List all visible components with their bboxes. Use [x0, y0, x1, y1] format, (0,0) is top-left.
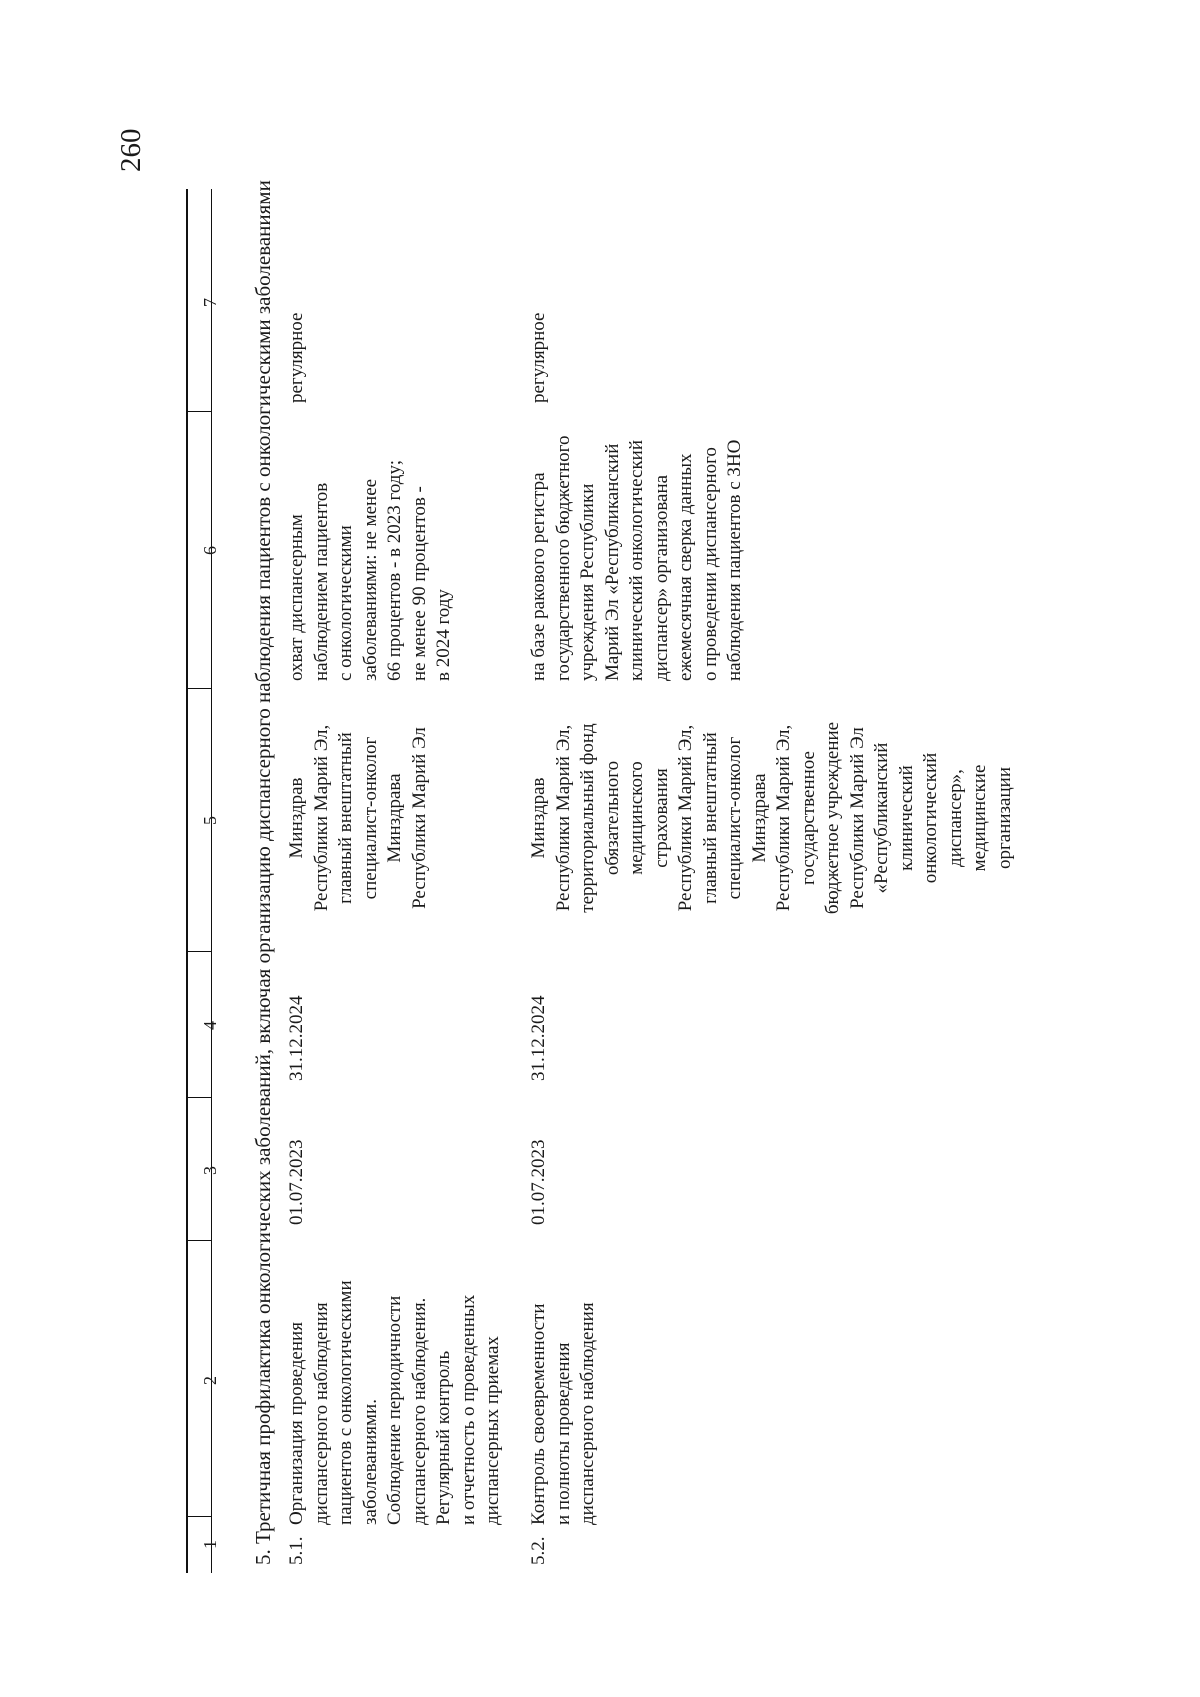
text-line: не менее 90 процентов - — [408, 486, 430, 681]
text-line: учреждения Республики — [577, 483, 598, 681]
text-line: клинический — [895, 765, 917, 871]
text-line: 66 процентов - в 2023 году; — [384, 460, 405, 681]
text-line: и отчетность о проведенных — [457, 1294, 479, 1525]
expected-result — [527, 424, 748, 681]
column-number-4: 4 — [200, 1021, 220, 1030]
text-line: диспансерных приемах — [482, 1336, 503, 1525]
col-divider — [186, 1240, 212, 1241]
text-line: Республики Марий Эл — [408, 727, 430, 909]
text-line: диспансерного наблюдения. — [408, 1297, 430, 1525]
column-number-3: 3 — [200, 1166, 220, 1175]
text-line: заболеваниями. — [359, 1399, 381, 1525]
responsible-executors — [285, 694, 432, 942]
text-line: государственного бюджетного — [552, 435, 574, 681]
text-line: территориальный фонд — [577, 723, 598, 913]
column-number-7: 7 — [200, 298, 220, 307]
page-number: 260 — [115, 128, 147, 172]
text-line: пациентов с онкологическими — [335, 1280, 356, 1525]
text-line: Минздрав — [528, 777, 549, 859]
measure-name — [285, 1267, 506, 1525]
text-line: Республики Марий Эл — [846, 727, 868, 909]
col-divider — [186, 951, 212, 952]
text-line: ежемесячная сверка данных — [675, 453, 696, 681]
text-line: диспансерного наблюдения — [310, 1302, 332, 1525]
text-line: организации — [993, 767, 1015, 870]
text-line: Контроль своевременности — [528, 1303, 549, 1525]
frequency: регулярное — [528, 312, 549, 403]
col-divider — [186, 1516, 212, 1517]
text-line: специалист-онколог — [359, 736, 381, 900]
text-line: с онкологическими — [335, 525, 356, 681]
text-line: в 2024 году — [433, 589, 454, 681]
text-line: онкологический — [920, 752, 941, 884]
text-line: клинический онкологический — [626, 439, 647, 681]
text-line: диспансерного наблюдения — [577, 1302, 598, 1525]
column-number-6: 6 — [200, 546, 220, 555]
start-date: 01.07.2023 — [286, 1139, 307, 1225]
frequency: регулярное — [286, 312, 307, 403]
text-line: медицинского — [626, 761, 647, 875]
text-line: Минздрава — [748, 773, 770, 863]
text-line: диспансер» организована — [650, 474, 672, 681]
text-line: Республики Марий Эл, — [310, 724, 332, 912]
text-line: Республики Марий Эл, — [552, 724, 574, 912]
expected-result — [285, 424, 457, 681]
col-divider — [186, 688, 212, 689]
column-number-1: 1 — [200, 1540, 220, 1549]
text-line: и полноты проведения — [552, 1342, 574, 1525]
section-title: 5. Третичная профилактика онкологических заболеваний, включая организацию диспансерного наблюдения пациентов с онкологическими заболеваниями — [251, 180, 275, 1565]
col-divider — [186, 411, 212, 412]
header-bottom-border — [211, 189, 212, 1573]
text-line: наблюдением пациентов — [310, 482, 332, 681]
text-line: Республики Марий Эл, — [675, 724, 696, 912]
text-line: бюджетное учреждение — [822, 721, 843, 915]
text-line: на базе ракового регистра — [528, 472, 549, 681]
text-line: «Республиканский — [871, 742, 892, 894]
responsible-executors — [527, 694, 1017, 942]
text-line: Регулярный контроль — [433, 1350, 454, 1525]
text-line: специалист-онколог — [724, 736, 745, 900]
text-line: медицинские — [969, 764, 990, 872]
text-line: заболеваниями: не менее — [359, 478, 381, 681]
row-number: 5.2. — [528, 1536, 549, 1565]
row-number: 5.1. — [286, 1536, 307, 1565]
end-date: 31.12.2024 — [528, 995, 549, 1081]
header-top-border — [186, 189, 188, 1573]
text-line: Соблюдение периодичности — [384, 1295, 405, 1525]
text-line: Марий Эл «Республиканский — [601, 443, 623, 681]
text-line: главный внештатный — [699, 732, 721, 904]
column-number-2: 2 — [200, 1376, 220, 1385]
text-line: охват диспансерным — [286, 514, 307, 681]
text-line: диспансер», — [944, 769, 966, 867]
text-line: страхования — [650, 768, 672, 868]
text-line: наблюдения пациентов с ЗНО — [724, 439, 745, 681]
text-line: о проведении диспансерного — [699, 447, 721, 681]
text-line: Республики Марий Эл, — [773, 724, 794, 912]
text-line: Организация проведения — [286, 1322, 307, 1525]
text-line: обязательного — [601, 760, 623, 876]
col-divider — [186, 1097, 212, 1098]
text-line: Минздрава — [384, 773, 405, 863]
start-date: 01.07.2023 — [528, 1139, 549, 1225]
text-line: государственное — [797, 751, 819, 885]
text-line: главный внештатный — [335, 732, 356, 904]
end-date: 31.12.2024 — [286, 995, 307, 1081]
measure-name — [527, 1267, 601, 1525]
text-line: Минздрав — [286, 777, 307, 859]
column-number-5: 5 — [200, 816, 220, 825]
